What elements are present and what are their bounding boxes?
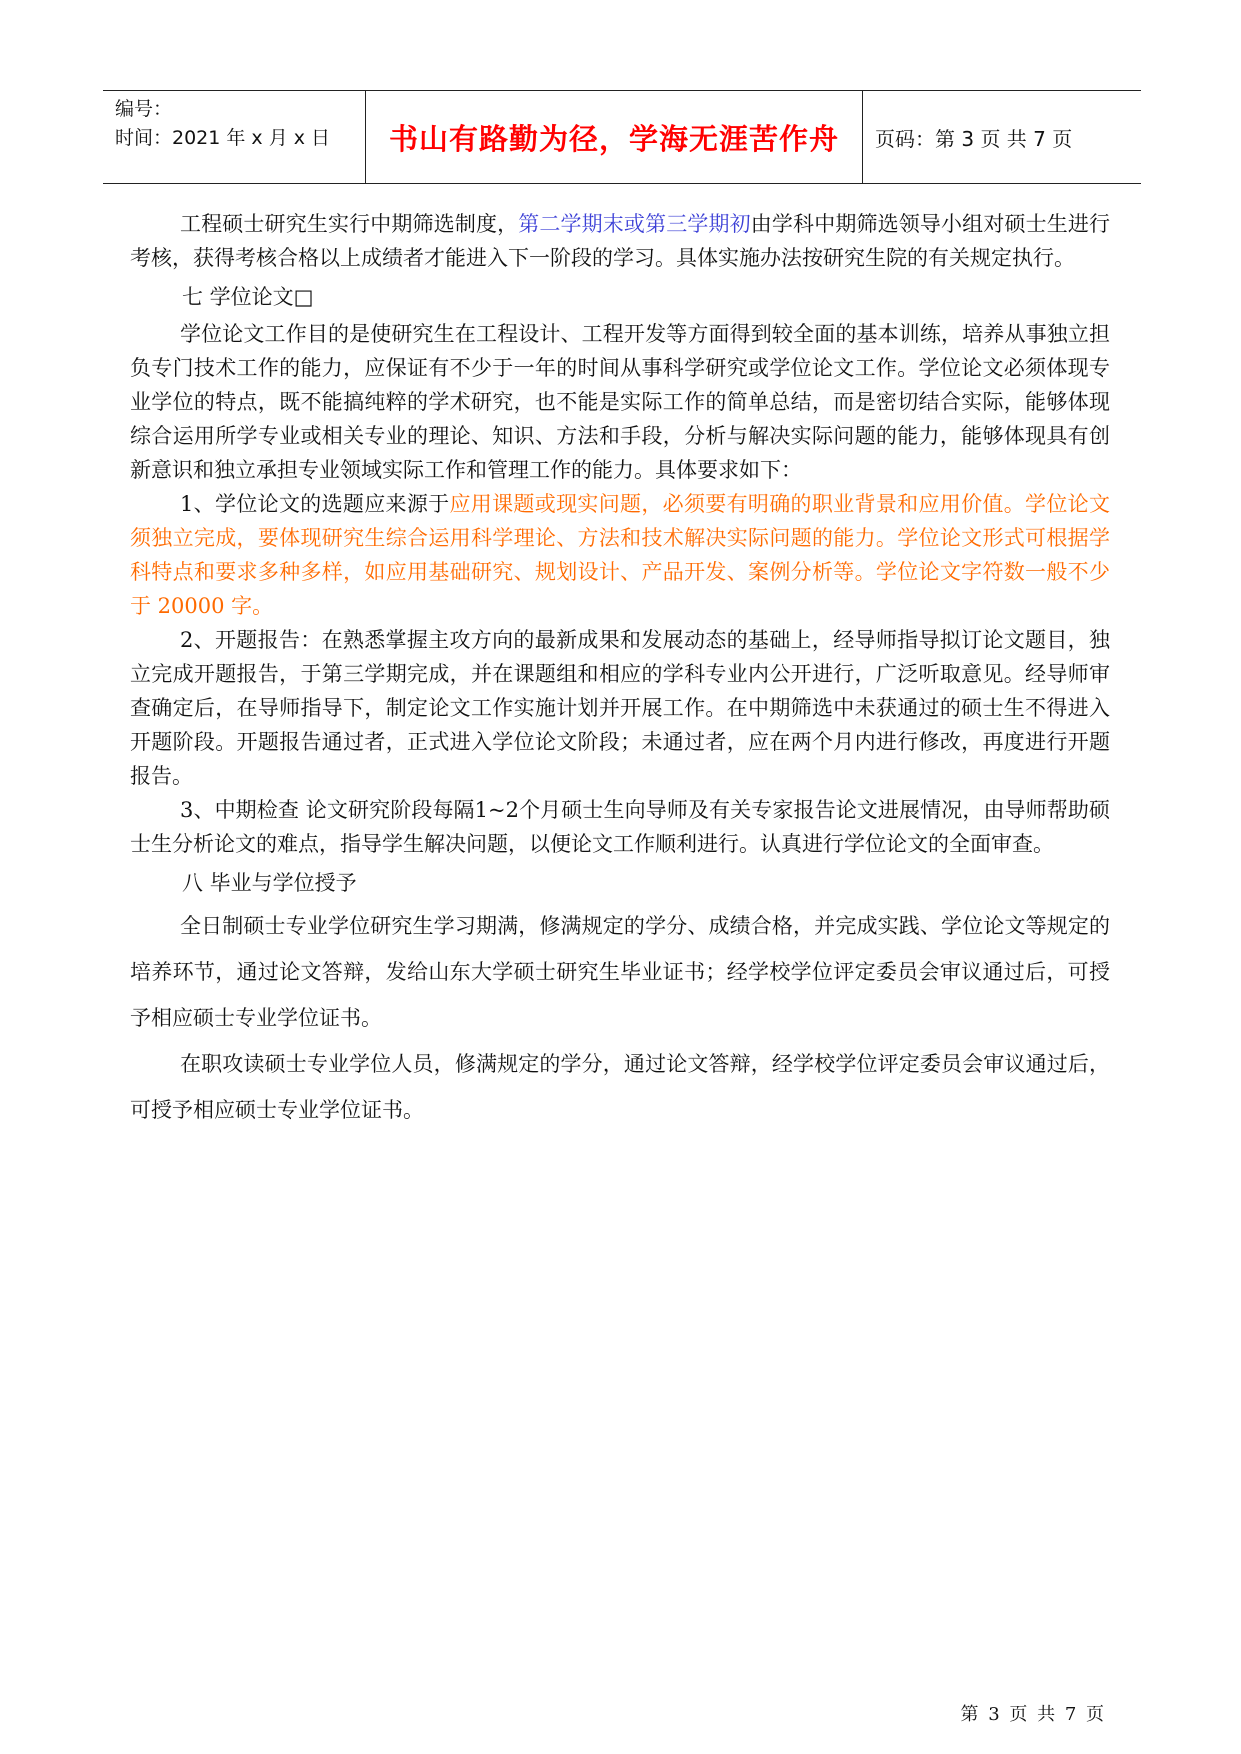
page-footer-number: 第 3 页 共 7 页 [960, 1704, 1106, 1725]
paragraph-thesis-purpose: 学位论文工作目的是使研究生在工程设计、工程开发等方面得到较全面的基本训练，培养从事独立担负专门技术工作的能力，应保证有不少于一年的时间从事科学研究或学位论文工作。学位论文必须体现专业学位的特点，既不能搞纯粹的学术研究，也不能是实际工作的简单总结，而是密切结合实际，能够体现综合运用所学专业或相关专业的理论、知识、方法和手段，分析与解决实际问题的能力，能够体现具有创新意识和独立承担专业领域实际工作和管理工作的能力。具体要求如下： [130, 322, 1110, 482]
list-item-proposal-report: 2、开题报告：在熟悉掌握主攻方向的最新成果和发展动态的基础上，经导师指导拟订论文题目，独立完成开题报告，于第三学期完成，并在课题组和相应的学科专业内公开进行，广泛听取意见。经导师审查确定后，在导师指导下，制定论文工作实施计划并开展工作。在中期筛选中未获通过的硕士生不得进入开题阶段。开题报告通过者，正式进入学位论文阶段；未通过者，应在两个月内进行修改，再度进行开题报告。 [130, 628, 1110, 788]
page-header [103, 90, 1141, 184]
document-body [130, 207, 1110, 1133]
paragraph-fulltime-graduation: 全日制硕士专业学位研究生学习期满，修满规定的学分、成绩合格，并完成实践、学位论文等规定的培养环节，通过论文答辩，发给山东大学硕士研究生毕业证书；经学校学位评定委员会审议通过后，可授予相应硕士专业学位证书。 [130, 914, 1110, 1030]
highlighted-text: 应用课题或现实问题，必须要有明确的职业背景和应用价值。学位论文须独立完成，要体现研究生综合运用科学理论、方法和技术解决实际问题的能力。学位论文形式可根据学科特点和要求多种多样，如应用基础研究、规划设计、产品开发、案例分析等。学位论文字符数一般不少于 20000 字。 [130, 492, 1110, 618]
paragraph-text: 由学科中期筛选领导小组对硕士生进行考核，获得考核合格以上成绩者才能进入下一阶段的学习。具体实施办法按研究生院的有关规定执行。 [130, 212, 1111, 270]
list-item-topic-selection [130, 487, 1110, 623]
highlighted-text: 第二学期末或第三学期初 [518, 212, 751, 236]
document-number-label: 编号： [115, 98, 173, 120]
paragraph-midterm-screening [130, 207, 1110, 275]
header-motto: 书山有路勤为径，学海无涯苦作舟 [388, 121, 839, 156]
list-item-midterm-check: 3、中期检查 论文研究阶段每隔1~2个月硕士生向导师及有关专家报告论文进展情况，由导师帮助硕士生分析论文的难点，指导学生解决问题，以便论文工作顺利进行。认真进行学位论文的全面审查。 [130, 798, 1110, 856]
section-heading-thesis: 七 学位论文□ [182, 285, 314, 309]
paragraph-text: 工程硕士研究生实行中期筛选制度， [180, 212, 519, 236]
header-left-cell [103, 91, 365, 183]
header-page-cell [863, 91, 1141, 183]
header-motto-cell [365, 91, 863, 183]
header-page-label: 页码：第 3 页 共 7 页 [875, 126, 1073, 151]
paragraph-parttime-degree: 在职攻读硕士专业学位人员，修满规定的学分，通过论文答辩，经学校学位评定委员会审议通过后，可授予相应硕士专业学位证书。 [130, 1052, 1110, 1122]
document-time-label: 时间：2021 年 x 月 x 日 [115, 127, 331, 149]
paragraph-text: 1、学位论文的选题应来源于 [180, 492, 450, 516]
section-heading-graduation: 八 毕业与学位授予 [182, 871, 357, 895]
